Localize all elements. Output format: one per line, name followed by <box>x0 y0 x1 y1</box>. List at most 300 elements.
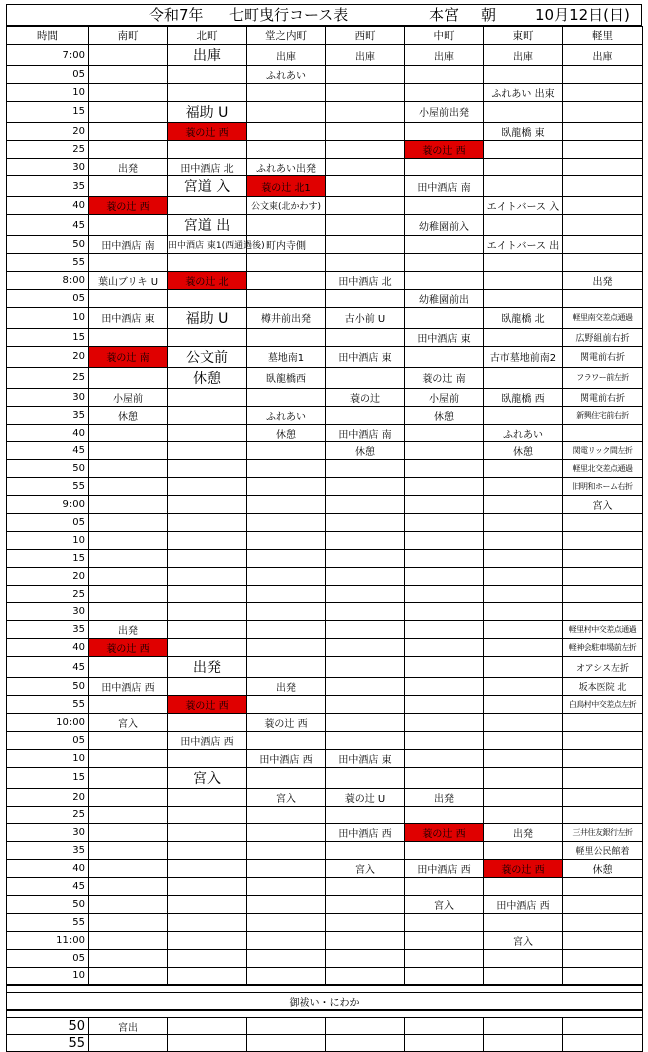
schedule-cell <box>247 254 326 272</box>
schedule-cell: 軽里北交差点通過 <box>563 460 643 478</box>
schedule-row <box>7 621 643 639</box>
schedule-cell <box>405 442 484 460</box>
schedule-cell: 公文前 <box>168 346 247 367</box>
schedule-row <box>7 713 643 731</box>
schedule-cell: 坂本医院 北 <box>563 678 643 696</box>
schedule-cell <box>563 1035 643 1052</box>
schedule-cell <box>168 83 247 101</box>
column-header-row <box>7 27 643 45</box>
schedule-cell: 蓑の辻 南 <box>405 367 484 388</box>
schedule-cell <box>484 878 563 896</box>
schedule-cell <box>247 657 326 678</box>
schedule-cell <box>405 66 484 84</box>
schedule-cell: 蓑の辻 U <box>326 788 405 806</box>
schedule-cell <box>326 842 405 860</box>
time-cell: 45 <box>7 657 89 678</box>
schedule-row <box>7 678 643 696</box>
schedule-cell <box>326 678 405 696</box>
schedule-cell <box>326 367 405 388</box>
schedule-row <box>7 388 643 406</box>
schedule-cell <box>326 83 405 101</box>
schedule-cell <box>484 767 563 788</box>
schedule-cell: 出発 <box>484 824 563 842</box>
column-header: 時間 <box>7 27 89 45</box>
schedule-cell: 蓑の辻 西 <box>168 122 247 140</box>
schedule-cell <box>563 424 643 442</box>
schedule-cell <box>89 328 168 346</box>
schedule-cell: 軽里南交差点通過 <box>563 307 643 328</box>
time-cell: 50 <box>7 1018 89 1035</box>
schedule-cell: 蓑の辻 西 <box>89 639 168 657</box>
schedule-cell: 蓑の辻 北1 <box>247 176 326 197</box>
schedule-row <box>7 878 643 896</box>
schedule-cell <box>563 806 643 824</box>
schedule-cell <box>247 290 326 308</box>
schedule-cell <box>168 424 247 442</box>
schedule-cell <box>484 514 563 532</box>
schedule-cell: 出発 <box>168 657 247 678</box>
schedule-row <box>7 860 643 878</box>
schedule-cell <box>326 496 405 514</box>
schedule-cell: 幼稚園前出 <box>405 290 484 308</box>
time-cell: 10:00 <box>7 713 89 731</box>
time-cell: 15 <box>7 328 89 346</box>
schedule-cell: 蓑の辻 西 <box>247 713 326 731</box>
schedule-cell: 蓑の辻 西 <box>405 824 484 842</box>
time-cell: 25 <box>7 140 89 158</box>
schedule-cell: 出庫 <box>563 45 643 66</box>
schedule-cell <box>247 460 326 478</box>
schedule-cell <box>484 176 563 197</box>
schedule-cell <box>405 749 484 767</box>
schedule-cell <box>89 749 168 767</box>
schedule-cell <box>405 696 484 714</box>
schedule-cell: 蓑の辻 <box>326 388 405 406</box>
schedule-cell <box>247 639 326 657</box>
schedule-cell: 宮入 <box>326 860 405 878</box>
schedule-cell <box>563 101 643 122</box>
schedule-cell: 宮入 <box>405 895 484 913</box>
schedule-row <box>7 272 643 290</box>
time-cell: 15 <box>7 767 89 788</box>
schedule-cell <box>484 254 563 272</box>
schedule-cell: 軽神会駐車場前左折 <box>563 639 643 657</box>
schedule-cell <box>168 949 247 967</box>
schedule-row <box>7 254 643 272</box>
schedule-cell <box>89 931 168 949</box>
schedule-cell <box>247 101 326 122</box>
schedule-cell <box>405 346 484 367</box>
schedule-cell: 三井住友銀行左折 <box>563 824 643 842</box>
schedule-cell <box>247 478 326 496</box>
schedule-cell <box>326 767 405 788</box>
schedule-row <box>7 346 643 367</box>
schedule-cell <box>405 585 484 603</box>
schedule-cell: 宮入 <box>563 496 643 514</box>
schedule-cell: ふれあい <box>484 424 563 442</box>
schedule-cell <box>405 307 484 328</box>
schedule-cell <box>89 442 168 460</box>
column-header: 東町 <box>484 27 563 45</box>
schedule-cell <box>247 514 326 532</box>
schedule-cell <box>405 1035 484 1052</box>
schedule-row <box>7 45 643 66</box>
schedule-cell <box>405 514 484 532</box>
schedule-row <box>7 236 643 254</box>
schedule-cell <box>168 1018 247 1035</box>
schedule-cell <box>326 122 405 140</box>
schedule-cell <box>247 272 326 290</box>
schedule-cell <box>247 549 326 567</box>
schedule-cell <box>484 367 563 388</box>
schedule-cell <box>326 478 405 496</box>
time-cell: 30 <box>7 388 89 406</box>
schedule-row <box>7 158 643 176</box>
time-cell: 45 <box>7 878 89 896</box>
schedule-table <box>6 26 643 1052</box>
schedule-cell: 関電前右折 <box>563 388 643 406</box>
schedule-cell: 出庫 <box>168 45 247 66</box>
schedule-cell <box>405 158 484 176</box>
schedule-cell: 田中酒店 西 <box>405 860 484 878</box>
schedule-cell: 田中酒店 東 <box>326 749 405 767</box>
schedule-cell: 田中酒店 北 <box>168 158 247 176</box>
time-cell: 35 <box>7 176 89 197</box>
schedule-cell <box>89 860 168 878</box>
schedule-cell <box>405 603 484 621</box>
schedule-cell <box>484 328 563 346</box>
schedule-cell: 軽里村中交差点通過 <box>563 621 643 639</box>
schedule-cell <box>405 767 484 788</box>
schedule-cell <box>89 140 168 158</box>
schedule-cell <box>405 83 484 101</box>
schedule-cell <box>484 585 563 603</box>
schedule-row <box>7 824 643 842</box>
schedule-cell <box>484 1018 563 1035</box>
time-cell: 05 <box>7 290 89 308</box>
schedule-cell: 福助 U <box>168 307 247 328</box>
schedule-cell <box>326 215 405 236</box>
schedule-cell <box>405 122 484 140</box>
schedule-cell <box>89 967 168 985</box>
ceremony-band <box>7 993 643 1010</box>
schedule-cell <box>168 567 247 585</box>
schedule-cell: 臥龍橋西 <box>247 367 326 388</box>
schedule-cell <box>168 749 247 767</box>
schedule-row <box>7 328 643 346</box>
schedule-row <box>7 949 643 967</box>
schedule-cell: 休憩 <box>89 406 168 424</box>
schedule-cell <box>247 567 326 585</box>
time-cell: 55 <box>7 254 89 272</box>
schedule-cell <box>484 549 563 567</box>
schedule-cell <box>168 621 247 639</box>
schedule-cell <box>247 696 326 714</box>
schedule-cell: 田中酒店 西 <box>168 731 247 749</box>
schedule-row <box>7 567 643 585</box>
time-cell: 25 <box>7 806 89 824</box>
schedule-cell: 樽井前出発 <box>247 307 326 328</box>
time-cell: 40 <box>7 639 89 657</box>
schedule-cell <box>326 254 405 272</box>
schedule-cell <box>89 567 168 585</box>
schedule-cell: オアシス左折 <box>563 657 643 678</box>
schedule-row <box>7 657 643 678</box>
schedule-row <box>7 101 643 122</box>
schedule-cell <box>405 878 484 896</box>
schedule-cell <box>563 549 643 567</box>
schedule-cell <box>89 585 168 603</box>
schedule-row <box>7 406 643 424</box>
schedule-cell <box>247 621 326 639</box>
schedule-cell <box>168 678 247 696</box>
schedule-cell <box>326 514 405 532</box>
schedule-cell <box>168 713 247 731</box>
schedule-cell <box>89 531 168 549</box>
schedule-cell: 田中酒店 東 <box>89 307 168 328</box>
schedule-cell <box>405 639 484 657</box>
schedule-cell <box>563 749 643 767</box>
schedule-cell <box>168 603 247 621</box>
schedule-row <box>7 83 643 101</box>
schedule-cell <box>168 478 247 496</box>
schedule-cell <box>89 83 168 101</box>
schedule-cell <box>563 585 643 603</box>
schedule-cell <box>405 272 484 290</box>
schedule-cell <box>405 713 484 731</box>
time-cell: 15 <box>7 549 89 567</box>
schedule-cell <box>168 895 247 913</box>
schedule-cell <box>89 1035 168 1052</box>
schedule-cell <box>326 158 405 176</box>
schedule-cell <box>326 657 405 678</box>
schedule-cell <box>168 328 247 346</box>
column-header: 堂之内町 <box>247 27 326 45</box>
schedule-cell <box>563 895 643 913</box>
schedule-cell <box>405 478 484 496</box>
schedule-cell <box>168 66 247 84</box>
schedule-cell: 蓑の辻 北 <box>168 272 247 290</box>
schedule-cell <box>484 749 563 767</box>
schedule-cell <box>326 197 405 215</box>
schedule-cell <box>326 140 405 158</box>
schedule-cell <box>326 696 405 714</box>
schedule-cell <box>484 788 563 806</box>
schedule-cell: 臥龍橋 西 <box>484 388 563 406</box>
time-cell: 30 <box>7 824 89 842</box>
schedule-row <box>7 140 643 158</box>
schedule-cell: 休憩 <box>484 442 563 460</box>
schedule-cell <box>326 967 405 985</box>
time-cell: 9:00 <box>7 496 89 514</box>
schedule-cell <box>326 585 405 603</box>
schedule-row <box>7 731 643 749</box>
schedule-cell <box>247 824 326 842</box>
schedule-cell <box>563 254 643 272</box>
column-header: 西町 <box>326 27 405 45</box>
schedule-cell <box>247 140 326 158</box>
schedule-cell: 田中酒店 西 <box>89 678 168 696</box>
schedule-cell <box>563 731 643 749</box>
schedule-cell <box>326 236 405 254</box>
schedule-cell <box>89 45 168 66</box>
schedule-cell: 出庫 <box>326 45 405 66</box>
schedule-cell <box>247 531 326 549</box>
schedule-cell <box>563 83 643 101</box>
schedule-row <box>7 215 643 236</box>
schedule-cell <box>484 478 563 496</box>
schedule-cell <box>89 603 168 621</box>
schedule-cell <box>89 878 168 896</box>
time-cell: 50 <box>7 895 89 913</box>
schedule-cell <box>563 66 643 84</box>
schedule-row <box>7 895 643 913</box>
schedule-row <box>7 122 643 140</box>
schedule-cell <box>326 290 405 308</box>
schedule-cell <box>484 967 563 985</box>
schedule-cell <box>247 767 326 788</box>
schedule-cell <box>563 122 643 140</box>
schedule-cell <box>247 122 326 140</box>
schedule-cell <box>89 767 168 788</box>
schedule-cell <box>168 860 247 878</box>
schedule-cell <box>405 842 484 860</box>
schedule-cell: 宮入 <box>168 767 247 788</box>
schedule-cell <box>89 913 168 931</box>
time-cell: 35 <box>7 621 89 639</box>
schedule-cell <box>89 949 168 967</box>
schedule-cell <box>484 66 563 84</box>
schedule-cell <box>168 824 247 842</box>
schedule-cell <box>326 806 405 824</box>
schedule-cell <box>168 388 247 406</box>
time-cell: 25 <box>7 367 89 388</box>
column-header: 中町 <box>405 27 484 45</box>
schedule-cell: 出発 <box>405 788 484 806</box>
schedule-row <box>7 931 643 949</box>
schedule-cell <box>326 621 405 639</box>
time-cell: 55 <box>7 913 89 931</box>
schedule-row <box>7 424 643 442</box>
schedule-cell <box>563 290 643 308</box>
schedule-cell <box>89 367 168 388</box>
schedule-cell: 新興住宅前右折 <box>563 406 643 424</box>
schedule-cell <box>326 949 405 967</box>
schedule-cell <box>168 967 247 985</box>
ceremony-label: 御祓い・にわか <box>7 993 643 1010</box>
schedule-cell <box>168 788 247 806</box>
schedule-cell <box>405 460 484 478</box>
schedule-cell <box>247 585 326 603</box>
schedule-cell <box>247 442 326 460</box>
schedule-cell <box>563 913 643 931</box>
time-cell: 20 <box>7 346 89 367</box>
time-cell: 05 <box>7 731 89 749</box>
schedule-cell <box>247 603 326 621</box>
schedule-cell <box>89 101 168 122</box>
time-cell: 15 <box>7 101 89 122</box>
schedule-cell <box>484 140 563 158</box>
schedule-cell <box>247 842 326 860</box>
time-cell: 11:00 <box>7 931 89 949</box>
schedule-cell: 小屋前出発 <box>405 101 484 122</box>
schedule-cell <box>247 83 326 101</box>
schedule-cell <box>484 531 563 549</box>
time-cell: 55 <box>7 696 89 714</box>
schedule-cell: 休憩 <box>563 860 643 878</box>
schedule-row <box>7 307 643 328</box>
schedule-cell <box>563 158 643 176</box>
time-cell: 05 <box>7 66 89 84</box>
schedule-cell <box>89 290 168 308</box>
schedule-cell: 蓑の辻 南 <box>89 346 168 367</box>
time-cell: 45 <box>7 442 89 460</box>
schedule-cell: 田中酒店 東1(西通過後) <box>168 236 247 254</box>
schedule-cell <box>563 1018 643 1035</box>
schedule-cell <box>247 895 326 913</box>
schedule-cell <box>405 549 484 567</box>
schedule-row <box>7 442 643 460</box>
schedule-cell <box>484 603 563 621</box>
schedule-cell: 蓑の辻 西 <box>168 696 247 714</box>
schedule-cell <box>89 549 168 567</box>
schedule-row <box>7 639 643 657</box>
schedule-row <box>7 913 643 931</box>
schedule-cell <box>563 767 643 788</box>
time-cell: 10 <box>7 307 89 328</box>
schedule-cell: 町内寺側 <box>247 236 326 254</box>
column-header: 軽里 <box>563 27 643 45</box>
schedule-cell <box>405 197 484 215</box>
section-separator <box>7 985 643 993</box>
schedule-row <box>7 842 643 860</box>
time-cell: 20 <box>7 788 89 806</box>
schedule-cell <box>89 824 168 842</box>
schedule-cell: 蓑の辻 西 <box>405 140 484 158</box>
schedule-cell <box>563 176 643 197</box>
schedule-cell: 関電リック間左折 <box>563 442 643 460</box>
time-cell: 10 <box>7 83 89 101</box>
schedule-cell: 田中酒店 南 <box>89 236 168 254</box>
schedule-cell <box>326 531 405 549</box>
separator-cell <box>7 1010 643 1018</box>
time-cell: 40 <box>7 424 89 442</box>
schedule-cell <box>484 621 563 639</box>
schedule-cell: 出発 <box>563 272 643 290</box>
schedule-cell <box>247 731 326 749</box>
schedule-cell <box>563 531 643 549</box>
schedule-cell: エイトバース 出 <box>484 236 563 254</box>
schedule-cell <box>89 895 168 913</box>
time-cell: 10 <box>7 749 89 767</box>
schedule-cell <box>405 949 484 967</box>
time-cell: 7:00 <box>7 45 89 66</box>
schedule-cell: 宮入 <box>484 931 563 949</box>
schedule-cell <box>484 657 563 678</box>
schedule-cell <box>89 424 168 442</box>
time-cell: 10 <box>7 531 89 549</box>
schedule-cell: 休憩 <box>405 406 484 424</box>
schedule-cell: ふれあい <box>247 406 326 424</box>
schedule-cell <box>326 603 405 621</box>
schedule-cell: 広野組前右折 <box>563 328 643 346</box>
schedule-cell <box>563 931 643 949</box>
schedule-cell <box>405 1018 484 1035</box>
schedule-cell <box>89 122 168 140</box>
schedule-cell <box>484 842 563 860</box>
schedule-cell <box>247 806 326 824</box>
schedule-cell: 休憩 <box>247 424 326 442</box>
